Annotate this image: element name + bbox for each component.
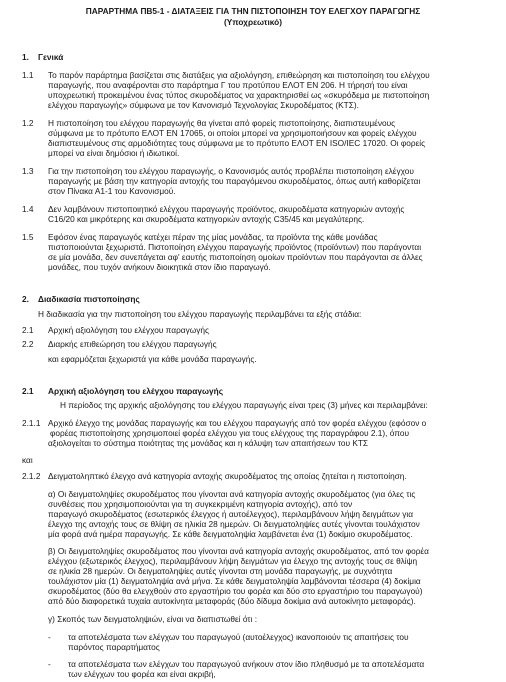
- paragraph-line: μπορεί να είναι δημόσιοι ή ιδιωτικοί.: [48, 148, 180, 158]
- paragraph-line: σκυροδέματος (δύο θα ελεγχθούν στο εργαστήριο του φορέα και δύο στο εργαστήριο του παραγωγού): [48, 586, 423, 596]
- list-item-number: 2.2: [22, 339, 34, 349]
- paragraph-line: συνθέσεις που χρησιμοποιούνται για τη συγκεκριμένη κατηγορία αντοχής), από τον: [48, 499, 353, 509]
- conjunction-text: και: [22, 455, 33, 465]
- paragraph-number: 1.2: [22, 118, 34, 128]
- subsection-number: 2.1: [22, 386, 34, 396]
- paragraph-line: γ) Σκοπός των δειγματοληψιών, είναι να διαπιστωθεί ότι :: [48, 614, 258, 624]
- paragraph-line: από δύο διαφορετικά τυχαία αυτοκίνητα μεταφοράς (δύο δίδυμα δοκίμια ανά αυτοκίνητο μεταφοράς).: [48, 596, 416, 606]
- paragraph-line: α) Οι δειγματοληψίες σκυροδέματος που γίνονται ανά κατηγορία αντοχής σκυροδέματος (για όλες τις: [48, 489, 416, 499]
- paragraph-line: ελέγχου (εξωτερικός έλεγχος), περιλαμβάνουν λήψη δειγμάτων για έλεγχο της αντοχής τους σε θλίψη: [48, 556, 418, 566]
- paragraph-number: 1.5: [22, 232, 34, 242]
- paragraph-line: Αρχικό έλεγχο της μονάδας παραγωγής και του ελέγχου παραγωγής από τον φορέα ελέγχου (εφόσον ο: [48, 418, 427, 428]
- list-item-text: Διαρκής επιθεώρηση του ελέγχου παραγωγής: [48, 339, 217, 349]
- bullet-dash: -: [48, 659, 51, 669]
- paragraph-line: σε ηλικία 28 ημερών. Οι δειγματοληψίες αυτές γίνονται στη μονάδα παραγωγής, με συχνότητα: [48, 566, 393, 576]
- paragraph-line: μονάδες, που τυχόν ανήκουν διοικητικά στον ίδιο παραγωγό.: [48, 262, 271, 272]
- paragraph-line: Δεν λαμβάνουν πιστοποιητικό ελέγχου παραγωγής προϊόντος, σκυροδέματα κατηγοριών αντοχής: [48, 204, 405, 214]
- paragraph-line: υποχρεωτική προκειμένου ένας τύπος σκυροδέματος να χαρακτηρισθεί ως «σκυρόδεμα με πιστοποίηση: [48, 90, 430, 100]
- paragraph-line: τουλάχιστον μία (1) δειγματοληψία ανά μήνα. Σε κάθε δειγματοληψία λαμβάνονται τέσσερα (4) δοκίμια: [48, 576, 421, 586]
- section-heading: Γενικά: [38, 52, 64, 62]
- paragraph-line: παραγωγό σκυροδέματος (εσωτερικός έλεγχος ή αυτοέλεγχος), περιλαμβάνουν λήψη δειγμάτων για: [48, 509, 414, 519]
- paragraph-line: μία φορά ανά ημέρα παραγωγής. Σε κάθε δειγματοληψία λαμβάνεται ένα (1) δοκίμιο σκυροδέματος.: [48, 529, 413, 539]
- paragraph-line: Εφόσον ένας παραγωγός κατέχει πέραν της μίας μονάδας, τα προϊόντα της κάθε μονάδας: [48, 232, 378, 242]
- bullet-line: παρόντος παραρτήματος: [68, 642, 160, 652]
- section-text: και εφαρμόζεται ξεχωριστά για κάθε μονάδα παραγωγής.: [48, 354, 257, 364]
- document-title: ΠΑΡΑΡΤΗΜΑ ΠΒ5-1 - ΔΙΑΤΑΞΕΙΣ ΓΙΑ ΤΗΝ ΠΙΣΤΟΠΟΙΗΣΗ ΤΟΥ ΕΛΕΓΧΟΥ ΠΑΡΑΓΩΓΗΣ: [85, 6, 421, 16]
- paragraph-number: 1.1: [22, 70, 34, 80]
- section-intro: Η διαδικασία για την πιστοποίηση του ελέγχου παραγωγής περιλαμβάνει τα εξής στάδια:: [38, 309, 362, 319]
- bullet-line: τα αποτελέσματα των ελέγχων του παραγωγού ανήκουν στον ίδιο πληθυσμό με τα αποτελέσματα: [68, 659, 425, 669]
- paragraph-line: έλεγχο της αντοχής τους σε θλίψη σε ηλικία 28 ημερών. Οι δειγματοληψίες αυτές γίνονται τουλάχιστον: [48, 519, 420, 529]
- bullet-line: των ελέγχων του φορέα και είναι ακριβή,: [68, 669, 216, 679]
- subsection-intro: Η περίοδος της αρχικής αξιολόγησης του ελέγχου παραγωγής είναι τρεις (3) μήνες και περιλαμβάνει:: [60, 400, 428, 410]
- paragraph-line: Για την πιστοποίηση του ελέγχου παραγωγής, ο Κανονισμός αυτός προβλέπει πιστοποίηση ελέγχου: [48, 166, 414, 176]
- paragraph-line: διαπιστευμένους στις αρμοδιότητες τους σύμφωνα με το πρότυπο ΕΛΟΤ ΕΝ ISO/IEC 17020. Οι φορείς: [48, 138, 426, 148]
- paragraph-number: 1.3: [22, 166, 34, 176]
- section-number: 2.: [22, 294, 29, 304]
- paragraph-line: στον Πίνακα Α1-1 του Κανονισμού.: [48, 186, 176, 196]
- paragraph-line: Δειγματοληπτικό έλεγχο ανά κατηγορία αντοχής σκυροδέματος της οποίας ζητείται η πιστοποίηση.: [48, 471, 407, 481]
- section-number: 1.: [22, 52, 29, 62]
- paragraph-line: φορέας πιστοποίησης χρησιμοποιεί φορέα ελέγχου για τους ελέγχους της παραγράφου 2.1), όπου: [50, 428, 409, 438]
- paragraph-line: σε μία μονάδα, δεν συνεπάγεται αφ' εαυτής πιστοποίηση ομοίων προϊόντων που παράγονται σε άλλες: [48, 252, 423, 262]
- paragraph-line: Η πιστοποίηση του ελέγχου παραγωγής θα γίνεται από φορείς πιστοποίησης, διαπιστευμένους: [48, 118, 396, 128]
- paragraph-number: 2.1.2: [22, 471, 41, 481]
- list-item-number: 2.1: [22, 325, 34, 335]
- paragraph-line: ελέγχου παραγωγής» σύμφωνα με τον Κανονισμό Τεχνολογίας Σκυροδέματος (ΚΤΣ).: [48, 100, 359, 110]
- subsection-heading: Αρχική αξιολόγηση του ελέγχου παραγωγής: [48, 386, 224, 396]
- list-item-text: Αρχική αξιολόγηση του ελέγχου παραγωγής: [48, 325, 209, 335]
- document-subtitle: (Υποχρεωτικό): [223, 17, 282, 27]
- section-heading: Διαδικασία πιστοποίησης: [38, 294, 140, 304]
- paragraph-line: πιστοποιούνται ξεχωριστά. Πιστοποίηση ελέγχου παραγωγής προϊόντος (προϊόντων) που παράγονται: [48, 242, 422, 252]
- paragraph-line: C16/20 και μικρότερης και σκυροδέματα κατηγοριών αντοχής C35/45 και μεγαλύτερης.: [48, 214, 365, 224]
- paragraph-number: 1.4: [22, 204, 34, 214]
- paragraph-line: β) Οι δειγματοληψίες σκυροδέματος που γίνονται ανά κατηγορία αντοχής σκυροδέματος, από τον φορέα: [48, 546, 429, 556]
- paragraph-line: σύμφωνα με το πρότυπο ΕΛΟΤ ΕΝ 17065, οι οποίοι μπορεί να χρησιμοποιήσουν και φορείς ελέγχου: [48, 128, 417, 138]
- paragraph-number: 2.1.1: [22, 418, 41, 428]
- paragraph-line: παραγωγής, που αναφέρονται στο παράρτημα Γ του προτύπου ΕΛΟΤ ΕΝ 206. Η τήρησή του είναι: [48, 80, 408, 90]
- bullet-dash: -: [48, 632, 51, 642]
- paragraph-line: Το παρόν παράρτημα βασίζεται στις διατάξεις για αξιολόγηση, επιθεώρηση και πιστοποίηση του ελέγχου: [48, 70, 430, 80]
- paragraph-line: αξιολογείται το σύστημα ποιότητας της μονάδας και η κάλυψη των απαιτήσεων του ΚΤΣ: [48, 438, 369, 448]
- bullet-line: τα αποτελέσματα των ελέγχων του παραγωγού (αυτοέλεγχος) ικανοποιούν τις απαιτήσεις του: [68, 632, 409, 642]
- paragraph-line: παραγωγής με βάση την κατηγορία αντοχής του παραγόμενου σκυροδέματος, όπως αυτή καθορίζεται: [48, 176, 421, 186]
